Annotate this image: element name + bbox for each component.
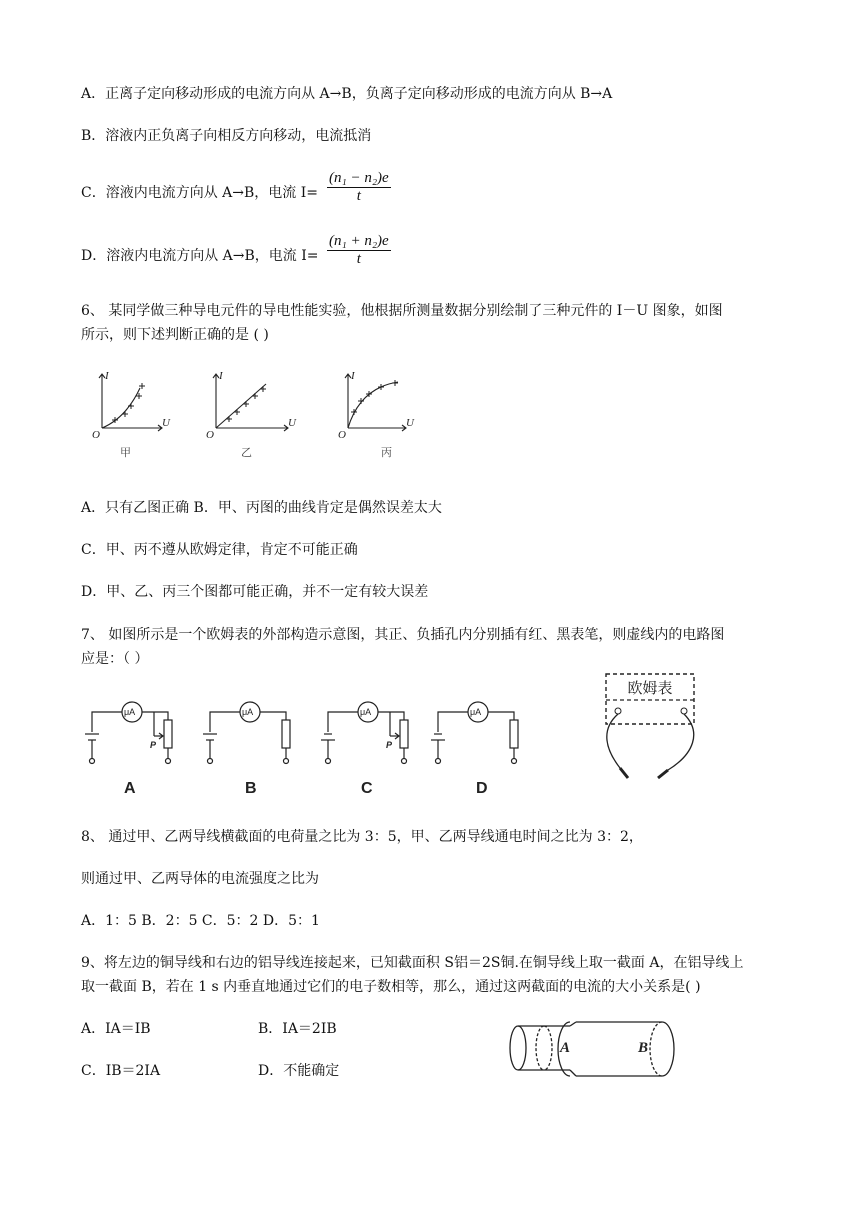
q6-option-d: D．甲、乙、丙三个图都可能正确，并不一定有较大误差 [81, 584, 429, 600]
graph-2-origin: O [206, 429, 214, 441]
graph-3-caption: 丙 [381, 446, 392, 459]
graph-1-origin: O [92, 429, 100, 441]
circuit-d-label: D [476, 780, 488, 797]
graph-1-caption: 甲 [120, 446, 131, 459]
q9-wire-diagram [504, 1018, 680, 1082]
q5-option-c: C．溶液内电流方向从 A→B，电流 I= [81, 185, 319, 201]
graph-3-axis-i: I [351, 370, 355, 382]
formula-numerator: (n₁ + n₂)e [329, 233, 389, 249]
q7-circuit-options [80, 696, 540, 800]
q7-stem-line-2: 应是：（ ） [81, 651, 149, 667]
q6-stem-line-2: 所示，则下述判断正确的是 ( ) [81, 327, 269, 343]
q7-ohmmeter-diagram [598, 670, 708, 782]
circuit-b-meter: μA [242, 707, 254, 717]
section-a-label: A [560, 1040, 571, 1056]
circuit-c-meter: μA [360, 707, 372, 717]
q6-option-c: C．甲、丙不遵从欧姆定律，肯定不可能正确 [81, 542, 358, 558]
graph-1-axis-u: U [162, 417, 170, 429]
circuit-d-meter: μA [470, 707, 482, 717]
q5-option-d: D．溶液内电流方向从 A→B，电流 I= [81, 248, 319, 264]
graph-2-axis-u: U [288, 417, 296, 429]
graph-3-axis-u: U [406, 417, 414, 429]
circuit-a-p: P [150, 740, 157, 750]
q5-option-a: A．正离子定向移动形成的电流方向从 A→B，负离子定向移动形成的电流方向从 B→A [81, 86, 613, 102]
q9-option-d: D．不能确定 [258, 1063, 340, 1079]
q6-iu-graphs [88, 368, 418, 460]
graph-3-origin: O [338, 429, 346, 441]
circuit-c-p: P [386, 740, 393, 750]
q9-stem-line-2: 取一截面 B，若在 1 s 内垂直地通过它们的电子数相等，那么，通过这两截面的电流的大小关系是( ) [81, 979, 701, 995]
q6-option-ab: A．只有乙图正确 B．甲、丙图的曲线肯定是偶然误差太大 [81, 500, 442, 516]
q8-options: A．1：5 B．2：5 C．5：2 D．5：1 [81, 913, 320, 929]
circuit-b-label: B [245, 780, 257, 797]
q8-stem-line-1: 8、 通过甲、乙两导线横截面的电荷量之比为 3：5，甲、乙两导线通电时间之比为 3：2， [81, 829, 643, 845]
q8-stem-line-2: 则通过甲、乙两导体的电流强度之比为 [81, 871, 319, 887]
graph-2-caption: 乙 [241, 446, 252, 459]
q9-option-c: C．IB＝2IA [81, 1063, 161, 1079]
graph-1-axis-i: I [105, 370, 109, 382]
q5-option-d-formula [327, 233, 391, 268]
circuit-a-meter: μA [124, 707, 136, 717]
q9-option-b: B．IA＝2IB [258, 1021, 337, 1037]
ohmmeter-label: 欧姆表 [627, 679, 673, 697]
formula-denominator: t [356, 188, 361, 204]
q5-option-c-formula [327, 170, 391, 205]
section-b-label: B [638, 1040, 649, 1056]
q7-stem-line-1: 7、 如图所示是一个欧姆表的外部构造示意图，其正、负插孔内分别插有红、黑表笔，则虚线内的电路图 [81, 627, 725, 643]
circuit-c-label: C [361, 780, 373, 797]
graph-2-axis-i: I [219, 370, 223, 382]
formula-numerator: (n₁ − n₂)e [329, 170, 389, 186]
q9-option-a: A．IA＝IB [81, 1021, 151, 1037]
circuit-a-label: A [124, 780, 136, 797]
q9-stem-line-1: 9、将左边的铜导线和右边的铝导线连接起来，已知截面积 S铝＝2S铜.在铜导线上取一截面 A，在铝导线上 [81, 955, 744, 971]
q5-option-b: B．溶液内正负离子向相反方向移动，电流抵消 [81, 128, 372, 144]
formula-denominator: t [356, 251, 361, 267]
q6-stem-line-1: 6、 某同学做三种导电元件的导电性能实验，他根据所测量数据分别绘制了三种元件的 I－U 图象，如图 [81, 303, 723, 319]
